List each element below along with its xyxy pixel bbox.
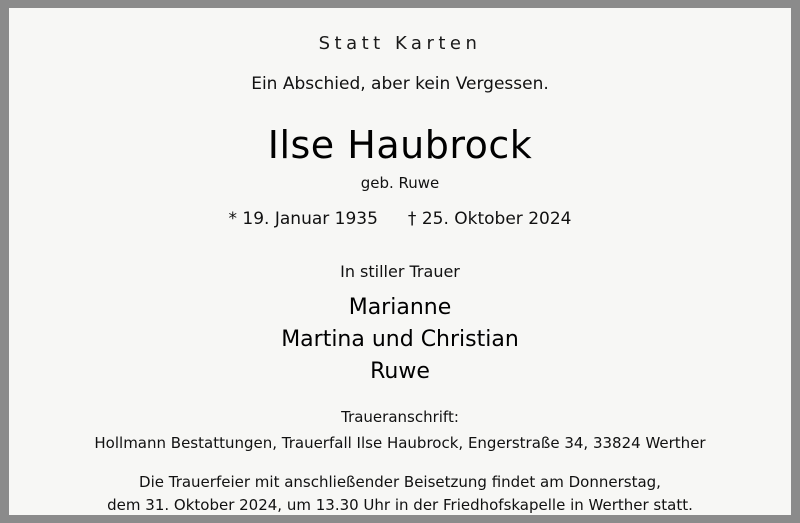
list-item: Martina und Christian [281,327,519,352]
farewell-subtitle: Ein Abschied, aber kein Vergessen. [251,74,549,94]
mourning-label: In stiller Trauer [340,262,460,281]
mourners-list [281,295,519,384]
deceased-name: Ilse Haubrock [267,123,533,167]
death-date: † 25. Oktober 2024 [407,209,572,229]
list-item: Ruwe [370,359,430,384]
list-item: Marianne [348,295,452,320]
obituary-card [9,8,791,515]
address-label: Traueranschrift: [341,408,459,426]
address-line: Hollmann Bestattungen, Trauerfall Ilse Haubrock, Engerstraße 34, 33824 Werther [94,434,706,452]
deceased-maiden-name: geb. Ruwe [360,174,440,192]
ceremony-details [107,471,693,518]
life-dates [229,209,572,229]
ceremony-line-2: dem 31. Oktober 2024, um 13.30 Uhr in der Friedhofskapelle in Werther statt. [107,496,693,515]
birth-date: * 19. Januar 1935 [228,209,378,229]
statt-karten-heading: Statt Karten [318,33,482,54]
ceremony-line-1: Die Trauerfeier mit anschließender Beisetzung findet am Donnerstag, [139,473,661,491]
